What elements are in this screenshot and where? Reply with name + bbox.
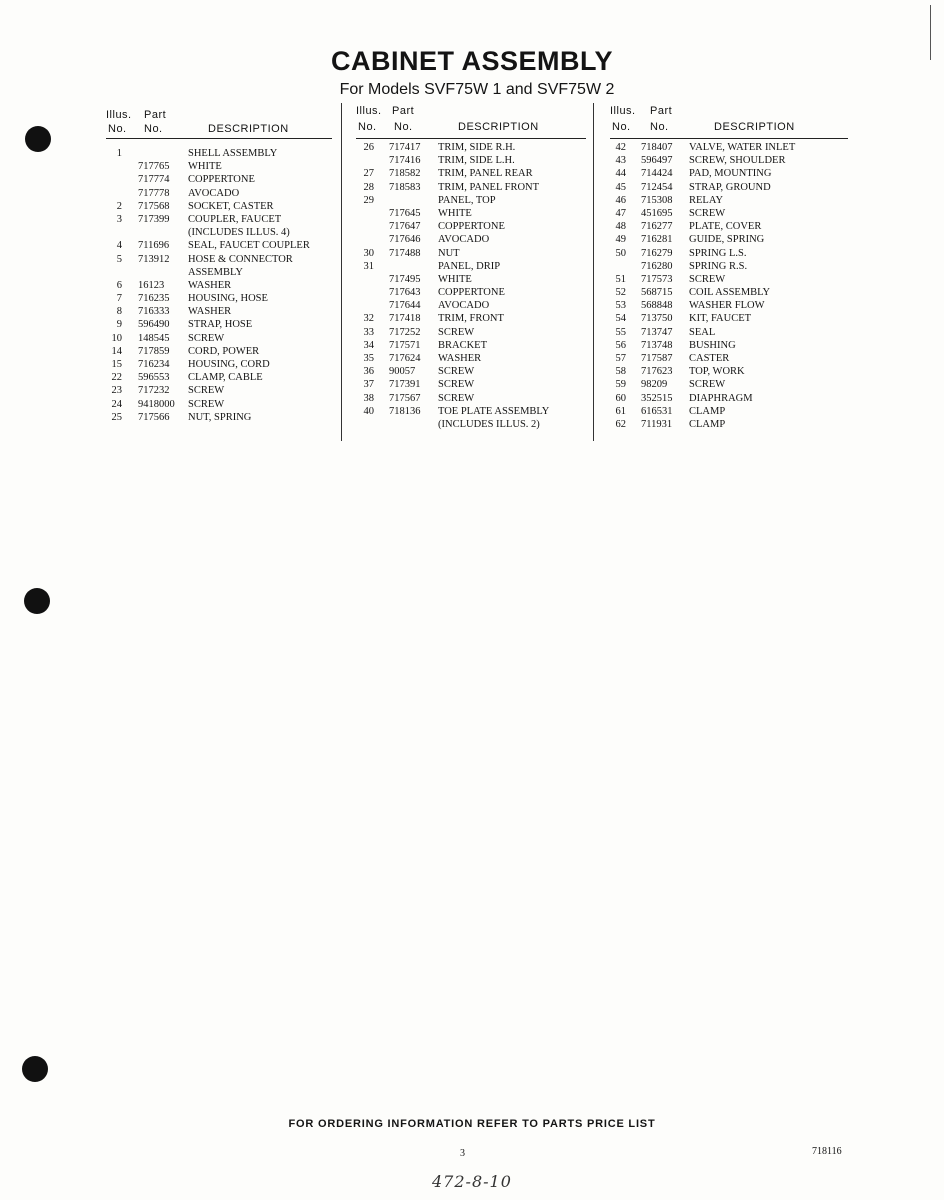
part-row [106,384,336,397]
illus-number: 14 [111,345,122,357]
part-number: 713747 [641,326,673,338]
part-description: NUT, SPRING [188,411,252,423]
part-row [106,305,336,318]
part-row [106,239,336,252]
part-header: Part [650,105,673,117]
part-row [356,299,588,312]
part-row [610,339,850,352]
part-number: 716235 [138,293,170,305]
part-description: SCREW, SHOULDER [689,155,786,167]
part-description: AVOCADO [188,187,240,199]
part-number: 717232 [138,385,170,397]
part-row [356,286,588,299]
illus-number: 45 [615,181,626,193]
part-row [356,418,588,431]
part-description: NUT [438,247,460,259]
illus-number: 27 [363,168,374,180]
page-subtitle: For Models SVF75W 1 and SVF75W 2 [339,81,615,98]
illus-number: 38 [363,392,374,404]
column-divider [341,103,342,441]
part-description: CLAMP, CABLE [188,372,263,384]
part-description: SEAL [689,326,716,338]
part-row [610,194,850,207]
part-number: 716277 [641,221,673,233]
part-number: 717778 [138,187,170,199]
parts-rows [106,147,336,424]
illus-number: 34 [363,339,374,351]
illus-number: 59 [615,379,626,391]
part-description: (INCLUDES ILLUS. 2) [438,418,540,430]
part-description: HOSE & CONNECTOR [188,253,293,265]
part-number: 715308 [641,194,673,206]
part-row [106,187,336,200]
illus-no-header: No. [358,121,377,133]
part-number: 717416 [389,155,421,167]
illus-number: 48 [615,221,626,233]
part-description: PLATE, COVER [689,221,762,233]
part-row [610,167,850,180]
part-number: 717647 [389,221,421,233]
part-number: 90057 [389,366,416,378]
part-no-header: No. [650,121,669,133]
part-description: (INCLUDES ILLUS. 4) [188,227,290,239]
part-number: 148545 [138,332,170,344]
part-row [106,318,336,331]
part-description: COUPLER, FAUCET [188,213,282,225]
part-number: 717573 [641,273,673,285]
part-description: PANEL, DRIP [438,260,501,272]
part-number: 714424 [641,168,673,180]
part-description: TOP, WORK [689,366,745,378]
part-row [610,273,850,286]
illus-number: 56 [615,339,626,351]
part-row [106,200,336,213]
part-row [610,392,850,405]
part-description: SCREW [689,207,726,219]
part-row [356,207,588,220]
part-description: STRAP, HOSE [188,319,253,331]
part-row [356,247,588,260]
part-row [106,292,336,305]
part-description: PANEL, TOP [438,194,496,206]
part-number: 596497 [641,155,673,167]
part-description: KIT, FAUCET [689,313,752,325]
part-description: WASHER FLOW [689,300,765,312]
part-description: DIAPHRAGM [689,392,753,404]
part-number: 717568 [138,200,170,212]
part-description: BUSHING [689,339,736,351]
illus-number: 30 [363,247,374,259]
part-description: BRACKET [438,339,488,351]
part-description: WHITE [188,161,222,173]
part-row [610,365,850,378]
parts-column-3 [610,103,850,429]
part-row [106,266,336,279]
illus-number: 32 [363,313,374,325]
part-description: SHELL ASSEMBLY [188,148,278,159]
part-number: 717623 [641,366,673,378]
part-description: SCREW [188,332,225,344]
part-number: 717644 [389,300,421,312]
part-row [610,418,850,431]
binder-hole [22,1056,48,1082]
illus-number: 23 [111,385,122,397]
part-number: 717566 [138,411,170,423]
part-row [106,173,336,186]
part-no-header: No. [144,123,163,135]
illus-number: 5 [116,253,122,265]
illus-number: 1 [116,148,122,159]
illus-number: 10 [111,332,122,344]
part-row [356,365,588,378]
part-number: 718582 [389,168,421,180]
illus-number: 54 [615,313,626,325]
part-description: CASTER [689,353,730,364]
part-row [106,358,336,371]
part-description: TOE PLATE ASSEMBLY [438,405,550,417]
part-description: HOUSING, HOSE [188,293,268,305]
part-row [356,273,588,286]
part-number: 616531 [641,405,673,417]
illus-number: 24 [111,398,122,410]
column-divider [593,103,594,441]
page-title: CABINET ASSEMBLY [330,46,614,76]
part-number: 713912 [138,253,170,265]
part-number: 451695 [641,207,673,219]
part-number: 352515 [641,392,673,404]
part-row [106,226,336,239]
part-description: SCREW [689,273,726,285]
binder-hole [25,126,51,152]
part-row [106,160,336,173]
part-description: SCREW [438,379,475,391]
part-row [106,253,336,266]
part-description: WHITE [438,207,472,219]
part-row [106,411,336,424]
part-number: 713750 [641,313,673,325]
part-description: SPRING L.S. [689,247,747,259]
column-header [356,103,588,139]
parts-column-1 [106,103,336,423]
part-description: SCREW [438,392,475,404]
binder-hole [24,588,50,614]
illus-number: 58 [615,366,626,378]
illus-number: 60 [615,392,626,404]
part-row [610,154,850,167]
part-number: 717587 [641,353,673,364]
part-row [610,286,850,299]
part-number: 717859 [138,345,170,357]
part-number: 717646 [389,234,421,246]
part-description: COIL ASSEMBLY [689,287,771,299]
illus-number: 8 [116,306,122,318]
illus-number: 55 [615,326,626,338]
part-row [356,220,588,233]
column-header [610,103,850,139]
part-number: 717399 [138,213,170,225]
illus-header: Illus. [610,105,636,117]
part-description: SCREW [188,398,225,410]
part-description: TRIM, SIDE L.H. [438,155,515,167]
illus-number: 3 [116,213,122,225]
part-number: 717774 [138,174,170,186]
part-description: COPPERTONE [438,287,505,299]
part-description: WASHER [188,279,232,291]
column-header [106,103,336,139]
part-row [610,207,850,220]
part-description: COPPERTONE [438,221,505,233]
part-number: 717765 [138,161,170,173]
page-number: 3 [460,1148,465,1159]
illus-number: 2 [116,200,122,212]
part-row [356,167,588,180]
part-row [106,398,336,411]
part-description: PAD, MOUNTING [689,168,772,180]
part-number: 9418000 [138,398,175,410]
part-description: SEAL, FAUCET COUPLER [188,240,310,252]
illus-number: 9 [116,319,122,331]
part-description: SCREW [188,385,225,397]
illus-no-header: No. [612,121,631,133]
header-rule [106,138,332,139]
part-row [610,312,850,325]
part-number: 716234 [138,359,170,370]
illus-number: 29 [363,194,374,206]
part-number: 568848 [641,300,673,312]
part-number: 717567 [389,392,421,404]
part-number: 568715 [641,287,673,299]
part-no-header: No. [394,121,413,133]
illus-number: 22 [111,372,122,384]
part-row [356,392,588,405]
part-number: 716279 [641,247,673,259]
part-row [356,352,588,365]
illus-number: 44 [615,168,626,180]
part-row [610,220,850,233]
illus-number: 50 [615,247,626,259]
header-rule [610,138,848,139]
part-number: 717495 [389,273,421,285]
part-number: 716333 [138,306,170,318]
parts-rows [610,141,850,431]
part-row [610,405,850,418]
part-row [610,141,850,154]
part-row [610,299,850,312]
part-row [356,378,588,391]
part-row [106,279,336,292]
parts-column-2 [356,103,588,429]
part-number: 711931 [641,418,673,430]
illus-number: 7 [116,293,122,305]
part-row [610,352,850,365]
part-number: 713748 [641,339,673,351]
part-description: AVOCADO [438,300,490,312]
part-number: 717643 [389,287,421,299]
part-description: VALVE, WATER INLET [689,142,796,153]
part-row [610,247,850,260]
part-row [356,154,588,167]
illus-number: 46 [615,194,626,206]
part-number: 716281 [641,234,673,246]
illus-number: 25 [111,411,122,423]
part-number: 711696 [138,240,170,252]
part-description: COPPERTONE [188,174,255,186]
part-row [106,213,336,226]
part-header: Part [392,105,415,117]
part-number: 717252 [389,326,421,338]
part-number: 98209 [641,379,668,391]
part-row [106,332,336,345]
part-description: ASSEMBLY [188,266,243,278]
part-description: TRIM, FRONT [438,313,504,325]
illus-number: 37 [363,379,374,391]
part-description: AVOCADO [438,234,490,246]
description-header: DESCRIPTION [458,121,539,133]
part-description: CLAMP [689,405,726,417]
part-row [356,181,588,194]
illus-header: Illus. [356,105,382,117]
part-number: 718136 [389,405,421,417]
illus-number: 43 [615,155,626,167]
part-description: WASHER [438,353,482,364]
part-row [356,194,588,207]
part-number: 718407 [641,142,673,153]
illus-number: 62 [615,418,626,430]
illus-number: 4 [116,240,122,252]
part-row [610,181,850,194]
part-row [356,326,588,339]
part-row [610,260,850,273]
part-number: 716280 [641,260,673,272]
part-row [106,147,336,160]
illus-number: 35 [363,353,374,364]
illus-no-header: No. [108,123,127,135]
illus-number: 36 [363,366,374,378]
part-description: SCREW [689,379,726,391]
part-row [610,326,850,339]
illus-header: Illus. [106,109,132,121]
illus-number: 53 [615,300,626,312]
illus-number: 42 [615,142,626,153]
illus-number: 51 [615,273,626,285]
part-number: 717645 [389,207,421,219]
illus-number: 47 [615,207,626,219]
part-row [356,312,588,325]
part-number: 717624 [389,353,421,364]
part-row [356,405,588,418]
part-row [356,260,588,273]
illus-number: 49 [615,234,626,246]
part-row [610,233,850,246]
part-description: GUIDE, SPRING [689,234,765,246]
part-row [106,345,336,358]
part-number: 717417 [389,142,421,153]
illus-number: 6 [116,279,122,291]
part-description: STRAP, GROUND [689,181,771,193]
part-description: WASHER [188,306,232,318]
parts-rows [356,141,588,431]
part-description: RELAY [689,194,724,206]
header-rule [356,138,586,139]
illus-number: 26 [363,142,374,153]
part-number: 712454 [641,181,673,193]
part-number: 717418 [389,313,421,325]
illus-number: 31 [363,260,374,272]
part-description: SPRING R.S. [689,260,748,272]
illus-number: 40 [363,405,374,417]
illus-number: 15 [111,359,122,370]
part-description: TRIM, PANEL REAR [438,168,533,180]
illus-number: 57 [615,353,626,364]
part-row [106,371,336,384]
part-number: 717571 [389,339,421,351]
description-header: DESCRIPTION [208,123,289,135]
illus-number: 52 [615,287,626,299]
handwritten-note: 472-8-10 [432,1172,512,1191]
part-number: 16123 [138,279,165,291]
part-number: 717488 [389,247,421,259]
part-description: CORD, POWER [188,345,260,357]
part-number: 596490 [138,319,170,331]
illus-number: 28 [363,181,374,193]
illus-number: 61 [615,405,626,417]
part-row [356,141,588,154]
part-number: 718583 [389,181,421,193]
part-number: 596553 [138,372,170,384]
description-header: DESCRIPTION [714,121,795,133]
part-description: CLAMP [689,418,726,430]
part-description: TRIM, PANEL FRONT [438,181,540,193]
part-description: HOUSING, CORD [188,359,270,370]
document-number: 718116 [812,1146,842,1157]
part-row [356,233,588,246]
ordering-footer: FOR ORDERING INFORMATION REFER TO PARTS PRICE LIST [288,1118,656,1130]
part-row [356,339,588,352]
part-number: 717391 [389,379,421,391]
part-description: WHITE [438,273,472,285]
illus-number: 33 [363,326,374,338]
part-description: TRIM, SIDE R.H. [438,142,516,153]
part-header: Part [144,109,167,121]
part-description: SCREW [438,366,475,378]
part-description: SCREW [438,326,475,338]
part-description: SOCKET, CASTER [188,200,274,212]
part-row [610,378,850,391]
